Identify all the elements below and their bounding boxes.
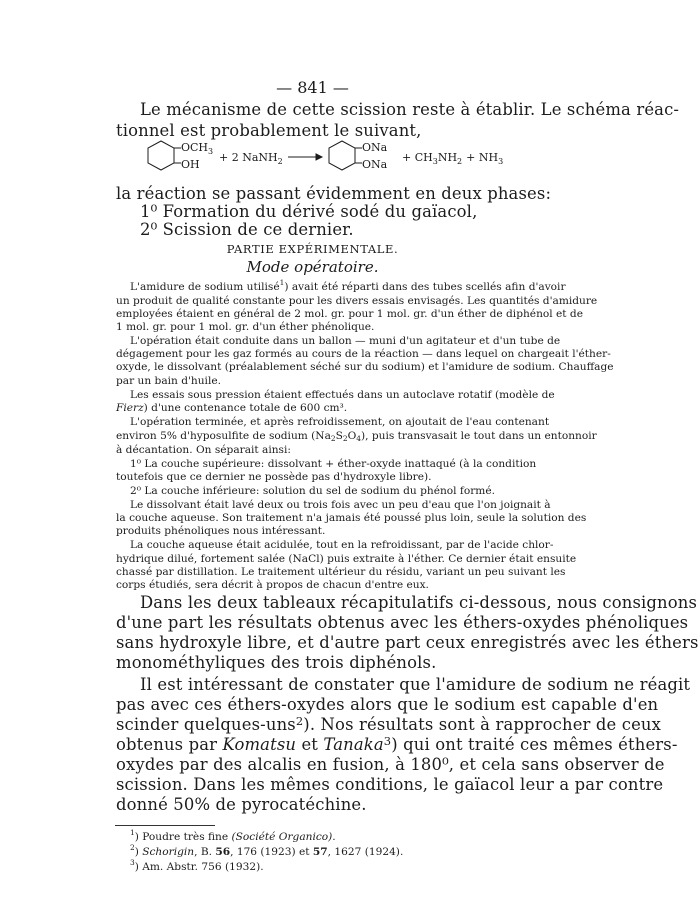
intro-line-1: Le mécanisme de cette scission reste à établir. Le schéma réac- <box>140 100 680 119</box>
exp-p2-line-4: par un bain d'huile. <box>116 375 221 387</box>
para-a-line-3: sans hydroxyle libre, et d'autre part ceux enregistrés avec les éthers <box>116 633 699 652</box>
exp-p1-line-4: 1 mol. gr. pour 1 mol. gr. d'un éther phénolique. <box>116 321 375 333</box>
substituent-ona-2: ONa <box>362 158 388 171</box>
exp-p4-line-1: L'opération terminée, et après refroidissement, on ajoutait de l'eau contenant <box>130 416 550 428</box>
exp-p8-line-1: La couche aqueuse était acidulée, tout en la refroidissant, par de l'acide chlor- <box>130 539 554 551</box>
footnote-1: $^1$) Poudre très fine (Société Organico). <box>130 828 336 843</box>
exp-p1-line-3: employées étaient en général de 2 mol. gr. pour 1 mol. gr. d'un éther de diphénol et de <box>116 308 583 320</box>
para-a-line-1: Dans les deux tableaux récapitulatifs ci-dessous, nous consignons <box>140 593 698 612</box>
guaiacol-ring <box>148 141 181 170</box>
intro-line-2: tionnel est probablement le suivant, <box>116 121 422 140</box>
para-b-line-3: scinder quelques-uns$^2$). Nos résultats sont à rapprocher de ceux <box>116 714 662 734</box>
para-b-line-5: oxydes par des alcalis en fusion, à 180⁰, et cela sans observer de <box>116 755 665 774</box>
exp-p5-line-2: toutefois que ce dernier ne possède pas d'hydroxyle libre). <box>116 471 432 483</box>
exp-p4-line-2: environ 5% d'hyposulfite de sodium $(Na_2S_2O_4)$, puis transvasait le tout dans un entonnoir <box>116 430 597 443</box>
para-a-line-4: monométhyliques des trois diphénols. <box>116 653 437 672</box>
section-title: PARTIE EXPÉRIMENTALE. <box>226 242 399 256</box>
phase-1: 1⁰ Formation du dérivé sodé du gaïacol, <box>140 202 478 221</box>
phases-intro: la réaction se passant évidemment en deux phases: <box>116 184 552 203</box>
exp-p8-line-4: corps étudiés, sera décrit à propos de chacun d'entre eux. <box>116 579 429 591</box>
phase-2: 2⁰ Scission de ce dernier. <box>140 220 354 239</box>
footnote-3: $^3$) Am. Abstr. 756 (1932). <box>130 858 264 873</box>
exp-p2-line-3: oxyde, le dissolvant (préalablement séché sur du sodium) et l'amidure de sodium. Chauffage <box>116 361 614 373</box>
exp-p3-line-2: Fierz) d'une contenance totale de 600 cm³. <box>116 402 348 414</box>
exp-p8-line-3: chassé par distillation. Le traitement ultérieur du résidu, variant un peu suivant les <box>116 566 566 578</box>
catecholate-ring <box>329 141 362 170</box>
footnote-2: $^2$) Schorigin, B. 56, 176 (1923) et 57, 1627 (1924). <box>130 843 404 858</box>
footnote-divider <box>115 825 215 826</box>
exp-p2-line-2: dégagement pour les gaz formés au cours de la réaction — dans lequel on chargeait l'éther- <box>116 348 611 360</box>
exp-p1-line-2: un produit de qualité constante pour les divers essais envisagés. Les quantités d'amidure <box>116 295 598 307</box>
exp-p1-line-1: L'amidure de sodium utilisé$^1$) avait été réparti dans des tubes scellés afin d'avoir <box>130 278 566 293</box>
reaction-arrow <box>288 154 322 160</box>
para-b-line-4: obtenus par Komatsu et Tanaka$^3$) qui ont traité ces mêmes éthers- <box>116 734 678 754</box>
substituent-och3: $OCH_3$ <box>181 141 214 156</box>
para-a-line-2: d'une part les résultats obtenus avec les éthers-oxydes phénoliques <box>116 613 689 632</box>
reagent-nanh2: + 2 NaNH$_2$ <box>219 151 283 166</box>
exp-p2-line-1: L'opération était conduite dans un ballon — muni d'un agitateur et d'un tube de <box>130 335 561 347</box>
para-b-line-2: pas avec ces éthers-oxydes alors que le sodium est capable d'en <box>116 695 659 714</box>
exp-p6-line-1: 2⁰ La couche inférieure: solution du sel de sodium du phénol formé. <box>130 485 495 497</box>
para-b-line-6: scission. Dans les mêmes conditions, le gaïacol leur a par contre <box>116 775 664 794</box>
substituent-ona-1: ONa <box>362 141 388 154</box>
substituent-oh: OH <box>181 158 200 171</box>
para-b-line-7: donné 50% de pyrocatéchine. <box>116 795 367 814</box>
exp-p3-line-1: Les essais sous pression étaient effectués dans un autoclave rotatif (modèle de <box>130 389 555 401</box>
exp-p7-line-2: la couche aqueuse. Son traitement n'a jamais été poussé plus loin, seule la solution des <box>116 512 587 524</box>
para-b-line-1: Il est intéressant de constater que l'amidure de sodium ne réagit <box>140 675 691 694</box>
exp-p5-line-1: 1⁰ La couche supérieure: dissolvant + éther-oxyde inattaqué (à la condition <box>130 458 537 470</box>
exp-p7-line-3: produits phénoliques nous intéressant. <box>116 525 326 537</box>
exp-p7-line-1: Le dissolvant était lavé deux ou trois fois avec un peu d'eau que l'on joignait à <box>130 499 551 511</box>
subsection-title: Mode opératoire. <box>246 258 379 276</box>
page-number: — 841 — <box>276 78 349 97</box>
reaction-scheme <box>0 138 625 180</box>
exp-p4-line-3: à décantation. On séparait ainsi: <box>116 444 291 456</box>
exp-p8-line-2: hydrique dilué, fortement salée (NaCl) puis extraite à l'éther. Ce dernier était ensuite <box>116 553 577 565</box>
byproducts: + $CH_3NH_2 + NH_3$ <box>402 151 504 166</box>
